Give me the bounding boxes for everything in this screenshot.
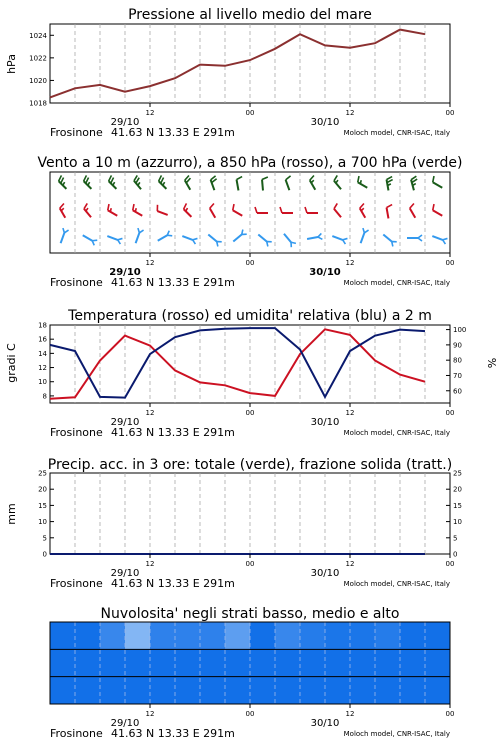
cloud-cell xyxy=(100,677,126,705)
wind-title: Vento a 10 m (azzurro), a 850 hPa (rosso), a 700 hPa (verde) xyxy=(37,155,463,171)
cloud-cell xyxy=(225,622,251,650)
wind-arrowhead xyxy=(418,235,422,241)
cloud-cell xyxy=(250,677,276,705)
wind-barb-shaft xyxy=(208,234,216,241)
cloud-cells xyxy=(50,622,451,704)
wind-barb xyxy=(284,234,296,247)
wind-barb-shaft xyxy=(107,236,117,240)
wind-barb-flag xyxy=(136,178,139,183)
date-label: 30/10 xyxy=(310,568,340,579)
wind-barb-flag xyxy=(410,204,414,209)
cloud-cell xyxy=(400,649,426,677)
wind-barb-shaft xyxy=(233,234,241,241)
pressure-title: Pressione al livello medio del mare xyxy=(128,7,372,23)
temperature-humidity-series xyxy=(50,328,425,399)
wind-barb-shaft xyxy=(233,210,243,216)
date-label: 29/10 xyxy=(110,117,140,128)
place-label: Frosinone xyxy=(50,126,103,139)
cloud-cell xyxy=(325,649,351,677)
wind-barb-flag xyxy=(59,175,62,181)
wind-barb-flag xyxy=(84,203,87,208)
x-tick-label: 00 xyxy=(445,259,455,267)
cloud-cell xyxy=(225,677,251,705)
place-label: Frosinone xyxy=(50,727,103,740)
date-label: 29/10 xyxy=(109,267,141,278)
y-tick-label: 25 xyxy=(38,469,47,478)
wind-barb-shaft xyxy=(361,233,365,243)
wind-barb xyxy=(60,204,66,218)
credit-label: Moloch model, CNR-ISAC, Italy xyxy=(343,279,450,287)
wind-barb xyxy=(361,228,369,243)
x-tick-label: 12 xyxy=(345,109,355,117)
y-tick-label: 0 xyxy=(453,550,458,559)
wind-barb-shaft xyxy=(433,182,443,188)
wind-barb xyxy=(108,204,118,216)
wind-barb-half xyxy=(360,180,361,184)
wind-barb-flag xyxy=(159,175,162,181)
wind-barb xyxy=(334,175,341,189)
humidity-line xyxy=(50,328,425,398)
wind-barb xyxy=(134,175,141,189)
wind-barb-shaft xyxy=(133,210,143,216)
y-tick-label: 5 xyxy=(42,534,47,543)
wind-arrowhead xyxy=(138,228,144,233)
wind-barb-flag xyxy=(84,175,87,181)
y-tick-label: 10 xyxy=(453,518,462,527)
date-label: 29/10 xyxy=(110,417,140,428)
wind-barb-flag xyxy=(184,203,187,209)
wind-barb-flag xyxy=(286,176,291,180)
y-tick-label: 1024 xyxy=(29,31,47,40)
cloud-cell xyxy=(175,622,201,650)
date-label: 30/10 xyxy=(310,117,340,128)
pressure-panel xyxy=(5,7,454,139)
cloud-cell xyxy=(200,649,226,677)
place-label: Frosinone xyxy=(50,426,103,439)
x-tick-label: 12 xyxy=(345,259,355,267)
y-tick-label: 15 xyxy=(38,501,47,510)
y-tick-label: 70 xyxy=(453,371,462,380)
cloud-cell xyxy=(125,649,151,677)
wind-barb-shaft xyxy=(136,233,140,243)
place-label: Frosinone xyxy=(50,577,103,590)
cloud-cell xyxy=(400,677,426,705)
x-tick-label: 12 xyxy=(345,560,355,568)
wind-arrowhead xyxy=(363,228,369,233)
y-tick-label: 90 xyxy=(453,341,462,350)
wind-barb-shaft xyxy=(262,180,263,191)
wind-barb-flag xyxy=(280,207,282,213)
wind-barb-flag xyxy=(237,177,243,180)
cloud-cell xyxy=(125,622,151,650)
wind-barb xyxy=(432,236,447,244)
x-tick-label: 12 xyxy=(345,409,355,417)
wind-barb xyxy=(210,204,216,218)
y-tick-label: 0 xyxy=(42,550,47,559)
wind-barb xyxy=(83,235,97,245)
wind-barb-flag xyxy=(133,204,134,210)
wind-barb xyxy=(184,203,192,216)
wind-arrowhead xyxy=(242,230,247,235)
wind-barb-half xyxy=(311,180,314,183)
wind-barb-flag xyxy=(360,204,364,209)
humidity-yticks xyxy=(446,326,466,395)
cloud-cell xyxy=(275,649,301,677)
wind-barb-flag xyxy=(61,178,64,184)
y-tick-label: 15 xyxy=(453,501,462,510)
cloud-cell xyxy=(425,649,451,677)
wind-barb xyxy=(159,175,167,188)
wind-arrowhead xyxy=(291,242,296,247)
y-tick-label: 10 xyxy=(38,518,47,527)
temperature-time-axis xyxy=(50,403,454,439)
pressure-time-axis xyxy=(50,103,454,139)
x-tick-label: 12 xyxy=(145,109,155,117)
x-tick-label: 00 xyxy=(245,409,255,417)
wind-barb-half xyxy=(63,182,65,185)
pressure-line xyxy=(50,30,425,98)
cloud-cell xyxy=(425,622,451,650)
cloud-cell xyxy=(350,622,376,650)
cloud-cell xyxy=(75,622,101,650)
cloud-cell xyxy=(300,677,326,705)
wind-barb xyxy=(332,236,347,244)
cloud-cell xyxy=(275,677,301,705)
wind-arrowhead xyxy=(167,231,172,236)
wind-barb-flag xyxy=(262,177,268,180)
credit-label: Moloch model, CNR-ISAC, Italy xyxy=(343,429,450,437)
x-tick-label: 12 xyxy=(345,710,355,718)
wind-barb-flag xyxy=(387,180,393,183)
wind-barb-flag xyxy=(334,203,337,208)
cloud-cell xyxy=(75,677,101,705)
wind-arrowhead xyxy=(217,242,222,247)
wind-barb xyxy=(61,228,69,243)
cloud-cell xyxy=(175,677,201,705)
wind-arrowhead xyxy=(63,228,69,233)
cloud-cell xyxy=(300,649,326,677)
wind-barb-half xyxy=(86,208,88,211)
precip-time-axis xyxy=(50,554,454,590)
wind-barb-shaft xyxy=(237,180,239,191)
wind-barb xyxy=(233,204,243,216)
x-tick-label: 00 xyxy=(245,710,255,718)
wind-barb xyxy=(136,228,144,243)
wind-barb xyxy=(411,176,417,190)
temperature-ylabel: gradi C xyxy=(5,343,18,383)
wind-barb xyxy=(84,175,92,188)
cloud-cell xyxy=(175,649,201,677)
cloud-cell xyxy=(325,622,351,650)
wind-barb xyxy=(237,177,243,191)
precip-panel xyxy=(5,457,462,590)
cloud-cell xyxy=(375,649,401,677)
cloud-cell xyxy=(375,622,401,650)
wind-barb xyxy=(387,177,393,191)
wind-barb-shaft xyxy=(383,234,391,241)
coords-label: 41.63 N 13.33 E 291m xyxy=(111,276,235,289)
date-label: 30/10 xyxy=(309,267,341,278)
x-tick-label: 00 xyxy=(445,560,455,568)
temperature-yticks xyxy=(38,322,54,401)
cloud-cell xyxy=(325,677,351,705)
pressure-series xyxy=(50,30,425,98)
cloud-cell xyxy=(300,622,326,650)
wind-barb xyxy=(433,204,443,216)
coords-label: 41.63 N 13.33 E 291m xyxy=(111,577,235,590)
wind-barb-half xyxy=(361,208,364,211)
cloud-cell xyxy=(250,622,276,650)
wind-barb-flag xyxy=(210,204,214,209)
y-tick-label: 60 xyxy=(453,387,462,396)
precip-yticks-right xyxy=(446,470,462,559)
wind-barb-half xyxy=(186,208,188,211)
wind-barb xyxy=(107,236,122,244)
wind-barb-shaft xyxy=(334,209,341,217)
wind-barb-half xyxy=(336,180,338,183)
cloud-panel xyxy=(50,606,454,740)
wind-barb xyxy=(185,176,191,190)
wind-barb xyxy=(109,175,117,188)
y-tick-label: 20 xyxy=(38,485,47,494)
wind-barb-flag xyxy=(387,177,393,180)
wind-barb-flag xyxy=(233,204,234,210)
cloud-cell xyxy=(150,649,176,677)
y-tick-label: 8 xyxy=(42,392,47,401)
wind-barb-shaft xyxy=(332,236,342,240)
date-label: 30/10 xyxy=(310,718,340,729)
wind-barb xyxy=(383,234,396,246)
y-tick-label: 14 xyxy=(38,349,47,358)
wind-arrowhead xyxy=(118,238,123,244)
cloud-cell xyxy=(250,649,276,677)
cloud-cell xyxy=(100,649,126,677)
wind-barb-flag xyxy=(111,178,114,184)
wind-barb-flag xyxy=(86,178,89,184)
wind-barb-shaft xyxy=(61,233,65,243)
wind-barb-flag xyxy=(433,204,434,210)
wind-barb-flag xyxy=(305,207,307,213)
wind-barb-flag xyxy=(358,176,359,182)
wind-barb-half xyxy=(138,182,140,185)
wind-barb-half xyxy=(110,208,111,212)
x-tick-label: 12 xyxy=(145,560,155,568)
precip-frame xyxy=(50,473,450,554)
wind-barb-flag xyxy=(108,204,109,210)
precip-yticks xyxy=(38,470,54,559)
cloud-cell xyxy=(50,622,76,650)
wind-barbs xyxy=(59,175,448,247)
wind-barb xyxy=(387,205,393,219)
wind-barb-flag xyxy=(411,176,416,179)
wind-barb xyxy=(262,177,268,190)
y-tick-label: 1020 xyxy=(29,76,47,85)
wind-barb-shaft xyxy=(410,208,416,218)
y-tick-label: 25 xyxy=(453,469,462,478)
wind-barb-half xyxy=(88,182,90,185)
wind-barb xyxy=(305,207,318,213)
cloud-cell xyxy=(50,677,76,705)
y-tick-label: 5 xyxy=(453,534,458,543)
wind-barb xyxy=(211,176,217,190)
precip-gridlines xyxy=(75,473,425,554)
wind-arrowhead xyxy=(392,242,397,247)
cloud-cell xyxy=(275,622,301,650)
precip-ylabel: mm xyxy=(5,503,18,525)
wind-barb-flag xyxy=(310,176,314,181)
temperature-panel xyxy=(5,308,498,439)
wind-barb-shaft xyxy=(182,236,192,240)
wind-barb-shaft xyxy=(83,235,93,241)
cloud-cell xyxy=(200,677,226,705)
cloud-cell xyxy=(400,622,426,650)
wind-barb xyxy=(182,236,197,244)
temperature-title: Temperatura (rosso) ed umidita' relativa (blu) a 2 m xyxy=(68,308,432,324)
wind-arrowhead xyxy=(343,238,348,244)
wind-barb-flag xyxy=(109,175,112,181)
y-tick-label: 20 xyxy=(453,485,462,494)
precip-title: Precip. acc. in 3 ore: totale (verde), frazione solida (tratt.) xyxy=(47,457,453,473)
wind-barb-shaft xyxy=(358,182,368,188)
x-tick-label: 00 xyxy=(245,560,255,568)
wind-barb-shaft xyxy=(184,209,192,217)
cloud-time-axis xyxy=(50,704,454,740)
y-tick-label: 80 xyxy=(453,356,462,365)
wind-barb-half xyxy=(135,208,136,212)
wind-time-axis xyxy=(50,253,454,289)
wind-barb-flag xyxy=(255,207,257,213)
cloud-cell xyxy=(425,677,451,705)
cloud-cell xyxy=(375,677,401,705)
x-tick-label: 12 xyxy=(145,409,155,417)
wind-barb xyxy=(157,205,167,215)
wind-gridlines xyxy=(75,172,425,253)
coords-label: 41.63 N 13.33 E 291m xyxy=(111,126,235,139)
wind-barb-flag xyxy=(134,175,137,180)
cloud-title: Nuvolosita' negli strati basso, medio e alto xyxy=(100,606,400,622)
wind-arrowhead xyxy=(267,242,272,247)
wind-barb-flag xyxy=(161,178,164,184)
cloud-cell xyxy=(75,649,101,677)
cloud-cell xyxy=(350,649,376,677)
coords-label: 41.63 N 13.33 E 291m xyxy=(111,426,235,439)
wind-barb xyxy=(334,203,341,217)
wind-barb-shaft xyxy=(286,180,290,190)
date-label: 30/10 xyxy=(310,417,340,428)
wind-barb-half xyxy=(61,208,64,211)
y-tick-label: 12 xyxy=(38,364,47,373)
wind-barb-flag xyxy=(60,204,64,209)
wind-barb xyxy=(286,176,291,190)
wind-barb-shaft xyxy=(432,236,442,240)
cloud-cell xyxy=(150,677,176,705)
wind-arrowhead xyxy=(443,238,448,244)
place-label: Frosinone xyxy=(50,276,103,289)
wind-barb xyxy=(433,176,443,188)
y-tick-label: 100 xyxy=(453,326,467,335)
wind-barb xyxy=(358,176,368,188)
x-tick-label: 12 xyxy=(145,259,155,267)
coords-label: 41.63 N 13.33 E 291m xyxy=(111,727,235,740)
y-tick-label: 1018 xyxy=(29,99,47,108)
date-label: 29/10 xyxy=(110,568,140,579)
cloud-cell xyxy=(50,649,76,677)
x-tick-label: 12 xyxy=(145,710,155,718)
y-tick-label: 1022 xyxy=(29,54,47,63)
cloud-cell xyxy=(350,677,376,705)
credit-label: Moloch model, CNR-ISAC, Italy xyxy=(343,580,450,588)
cloud-cell xyxy=(125,677,151,705)
wind-barb-flag xyxy=(334,175,337,180)
wind-barb xyxy=(258,234,271,246)
wind-barb-shaft xyxy=(307,237,318,239)
cloud-cell xyxy=(150,622,176,650)
wind-barb-shaft xyxy=(258,234,266,241)
wind-barb-flag xyxy=(412,179,417,182)
credit-label: Moloch model, CNR-ISAC, Italy xyxy=(343,730,450,738)
y-tick-label: 18 xyxy=(38,321,47,330)
wind-barb xyxy=(59,175,67,188)
wind-arrowhead xyxy=(193,238,198,244)
wind-barb-shaft xyxy=(284,234,291,242)
cloud-cell xyxy=(200,622,226,650)
wind-barb-shaft xyxy=(387,208,389,219)
x-tick-label: 00 xyxy=(245,109,255,117)
x-tick-label: 00 xyxy=(245,259,255,267)
wind-barb xyxy=(280,207,293,213)
wind-barb xyxy=(133,204,143,216)
cloud-cell xyxy=(225,649,251,677)
wind-barb xyxy=(307,233,322,239)
wind-arrowhead xyxy=(318,233,322,239)
wind-barb xyxy=(407,235,422,241)
wind-barb xyxy=(310,176,316,190)
y-tick-label: 16 xyxy=(38,335,47,344)
wind-barb-shaft xyxy=(157,211,167,215)
wind-barb-shaft xyxy=(108,210,118,216)
wind-barb-shaft xyxy=(433,210,443,216)
wind-barb xyxy=(208,234,221,246)
x-tick-label: 00 xyxy=(445,710,455,718)
wind-barb xyxy=(410,204,416,218)
wind-barb xyxy=(233,230,246,242)
wind-panel xyxy=(37,155,462,289)
wind-barb xyxy=(255,207,268,213)
date-label: 29/10 xyxy=(110,718,140,729)
credit-label: Moloch model, CNR-ISAC, Italy xyxy=(343,129,450,137)
cloud-cell xyxy=(100,622,126,650)
wind-barb-flag xyxy=(387,205,393,208)
wind-barb xyxy=(158,231,172,241)
pressure-ylabel: hPa xyxy=(5,54,18,74)
wind-barb xyxy=(84,203,91,217)
wind-barb-shaft xyxy=(158,235,168,241)
y-tick-label: 10 xyxy=(38,378,47,387)
humidity-ylabel: % xyxy=(485,357,498,369)
wind-arrowhead xyxy=(92,240,97,245)
wind-barb-shaft xyxy=(210,208,216,218)
wind-barb-half xyxy=(163,182,165,185)
x-tick-label: 00 xyxy=(445,409,455,417)
wind-barb-flag xyxy=(433,176,434,182)
x-tick-label: 00 xyxy=(445,109,455,117)
wind-barb-half xyxy=(113,182,115,185)
wind-barb xyxy=(360,204,366,218)
